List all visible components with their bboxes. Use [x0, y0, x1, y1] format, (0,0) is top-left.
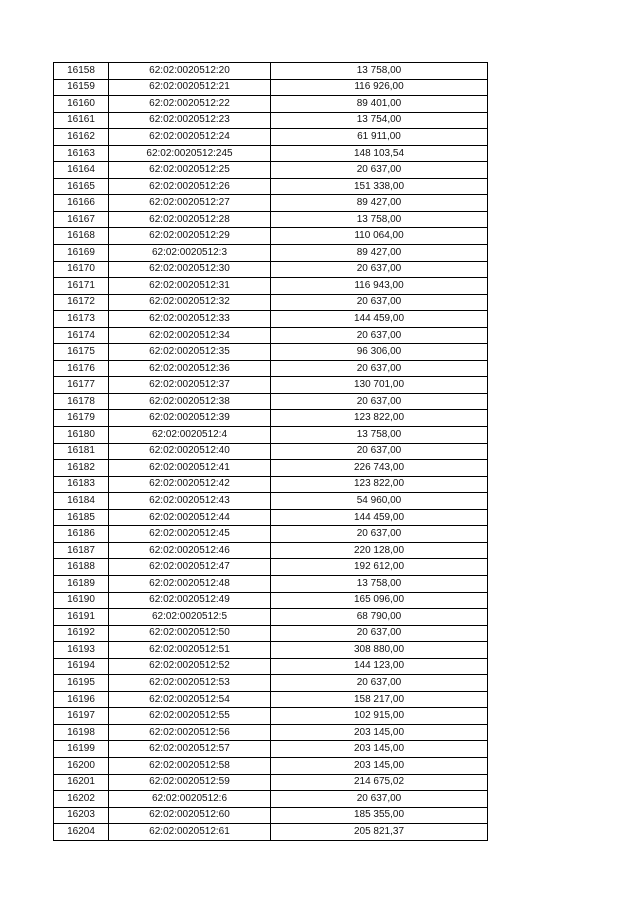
value-cell: 165 096,00 [271, 592, 488, 609]
table-row [54, 741, 488, 758]
row-number-cell: 16167 [54, 211, 109, 228]
table-row [54, 658, 488, 675]
row-number-cell: 16188 [54, 559, 109, 576]
table-row [54, 625, 488, 642]
row-number-cell: 16186 [54, 526, 109, 543]
value-cell: 205 821,37 [271, 824, 488, 841]
value-cell: 185 355,00 [271, 807, 488, 824]
value-cell: 20 637,00 [271, 294, 488, 311]
cadastral-number-cell: 62:02:0020512:61 [109, 824, 271, 841]
row-number-cell: 16180 [54, 427, 109, 444]
row-number-cell: 16161 [54, 112, 109, 129]
value-cell: 308 880,00 [271, 642, 488, 659]
value-cell: 13 754,00 [271, 112, 488, 129]
value-cell: 203 145,00 [271, 741, 488, 758]
cadastral-number-cell: 62:02:0020512:52 [109, 658, 271, 675]
row-number-cell: 16181 [54, 443, 109, 460]
cadastral-number-cell: 62:02:0020512:60 [109, 807, 271, 824]
value-cell: 102 915,00 [271, 708, 488, 725]
value-cell: 89 427,00 [271, 245, 488, 262]
table-row [54, 410, 488, 427]
table-row [54, 708, 488, 725]
row-number-cell: 16204 [54, 824, 109, 841]
cadastral-number-cell: 62:02:0020512:31 [109, 278, 271, 295]
cadastral-number-cell: 62:02:0020512:26 [109, 178, 271, 195]
row-number-cell: 16176 [54, 360, 109, 377]
cadastral-number-cell: 62:02:0020512:30 [109, 261, 271, 278]
value-cell: 123 822,00 [271, 476, 488, 493]
row-number-cell: 16158 [54, 63, 109, 80]
row-number-cell: 16173 [54, 311, 109, 328]
table-row [54, 691, 488, 708]
value-cell: 203 145,00 [271, 724, 488, 741]
value-cell: 226 743,00 [271, 460, 488, 477]
value-cell: 144 123,00 [271, 658, 488, 675]
value-cell: 13 758,00 [271, 575, 488, 592]
value-cell: 130 701,00 [271, 377, 488, 394]
row-number-cell: 16169 [54, 245, 109, 262]
table-row [54, 509, 488, 526]
table-row [54, 824, 488, 841]
row-number-cell: 16174 [54, 327, 109, 344]
table-row [54, 245, 488, 262]
cadastral-number-cell: 62:02:0020512:48 [109, 575, 271, 592]
table-row [54, 493, 488, 510]
value-cell: 116 943,00 [271, 278, 488, 295]
cadastral-number-cell: 62:02:0020512:24 [109, 129, 271, 146]
cadastral-number-cell: 62:02:0020512:5 [109, 609, 271, 626]
table-row [54, 559, 488, 576]
cadastral-number-cell: 62:02:0020512:44 [109, 509, 271, 526]
row-number-cell: 16182 [54, 460, 109, 477]
row-number-cell: 16190 [54, 592, 109, 609]
row-number-cell: 16168 [54, 228, 109, 245]
row-number-cell: 16171 [54, 278, 109, 295]
value-cell: 20 637,00 [271, 443, 488, 460]
cadastral-number-cell: 62:02:0020512:59 [109, 774, 271, 791]
row-number-cell: 16175 [54, 344, 109, 361]
cadastral-number-cell: 62:02:0020512:56 [109, 724, 271, 741]
value-cell: 20 637,00 [271, 625, 488, 642]
value-cell: 148 103,54 [271, 145, 488, 162]
value-cell: 54 960,00 [271, 493, 488, 510]
cadastral-number-cell: 62:02:0020512:41 [109, 460, 271, 477]
table-row [54, 178, 488, 195]
row-number-cell: 16192 [54, 625, 109, 642]
table-row [54, 460, 488, 477]
value-cell: 123 822,00 [271, 410, 488, 427]
cadastral-number-cell: 62:02:0020512:46 [109, 542, 271, 559]
table-row [54, 228, 488, 245]
value-cell: 158 217,00 [271, 691, 488, 708]
value-cell: 110 064,00 [271, 228, 488, 245]
row-number-cell: 16177 [54, 377, 109, 394]
cadastral-number-cell: 62:02:0020512:49 [109, 592, 271, 609]
cadastral-number-cell: 62:02:0020512:20 [109, 63, 271, 80]
cadastral-number-cell: 62:02:0020512:22 [109, 96, 271, 113]
value-cell: 20 637,00 [271, 162, 488, 179]
value-cell: 89 427,00 [271, 195, 488, 212]
cadastral-number-cell: 62:02:0020512:6 [109, 791, 271, 808]
cadastral-number-cell: 62:02:0020512:58 [109, 757, 271, 774]
row-number-cell: 16189 [54, 575, 109, 592]
value-cell: 20 637,00 [271, 791, 488, 808]
table-row [54, 112, 488, 129]
cadastral-number-cell: 62:02:0020512:3 [109, 245, 271, 262]
table-row [54, 575, 488, 592]
table-row [54, 724, 488, 741]
table-row [54, 327, 488, 344]
cadastral-number-cell: 62:02:0020512:42 [109, 476, 271, 493]
row-number-cell: 16164 [54, 162, 109, 179]
row-number-cell: 16159 [54, 79, 109, 96]
table-row [54, 393, 488, 410]
row-number-cell: 16191 [54, 609, 109, 626]
value-cell: 116 926,00 [271, 79, 488, 96]
row-number-cell: 16198 [54, 724, 109, 741]
table-row [54, 79, 488, 96]
table-row [54, 360, 488, 377]
table-row [54, 592, 488, 609]
value-cell: 20 637,00 [271, 327, 488, 344]
row-number-cell: 16201 [54, 774, 109, 791]
value-cell: 20 637,00 [271, 360, 488, 377]
row-number-cell: 16179 [54, 410, 109, 427]
table-body [54, 63, 488, 841]
table-row [54, 476, 488, 493]
table-row [54, 526, 488, 543]
table-row [54, 774, 488, 791]
cadastral-number-cell: 62:02:0020512:32 [109, 294, 271, 311]
table-row [54, 96, 488, 113]
cadastral-number-cell: 62:02:0020512:53 [109, 675, 271, 692]
cadastral-number-cell: 62:02:0020512:28 [109, 211, 271, 228]
table-row [54, 675, 488, 692]
value-cell: 144 459,00 [271, 509, 488, 526]
row-number-cell: 16197 [54, 708, 109, 725]
cadastral-number-cell: 62:02:0020512:39 [109, 410, 271, 427]
cadastral-number-cell: 62:02:0020512:37 [109, 377, 271, 394]
value-cell: 203 145,00 [271, 757, 488, 774]
value-cell: 89 401,00 [271, 96, 488, 113]
value-cell: 144 459,00 [271, 311, 488, 328]
value-cell: 192 612,00 [271, 559, 488, 576]
row-number-cell: 16199 [54, 741, 109, 758]
cadastral-number-cell: 62:02:0020512:29 [109, 228, 271, 245]
value-cell: 96 306,00 [271, 344, 488, 361]
table-row [54, 278, 488, 295]
cadastral-number-cell: 62:02:0020512:34 [109, 327, 271, 344]
row-number-cell: 16183 [54, 476, 109, 493]
value-cell: 13 758,00 [271, 427, 488, 444]
cadastral-number-cell: 62:02:0020512:43 [109, 493, 271, 510]
cadastral-number-cell: 62:02:0020512:54 [109, 691, 271, 708]
value-cell: 20 637,00 [271, 526, 488, 543]
cadastral-number-cell: 62:02:0020512:245 [109, 145, 271, 162]
value-cell: 20 637,00 [271, 261, 488, 278]
value-cell: 68 790,00 [271, 609, 488, 626]
cadastral-number-cell: 62:02:0020512:50 [109, 625, 271, 642]
row-number-cell: 16195 [54, 675, 109, 692]
cadastral-number-cell: 62:02:0020512:27 [109, 195, 271, 212]
row-number-cell: 16203 [54, 807, 109, 824]
row-number-cell: 16178 [54, 393, 109, 410]
table-row [54, 344, 488, 361]
table-row [54, 63, 488, 80]
cadastral-number-cell: 62:02:0020512:36 [109, 360, 271, 377]
cadastral-number-cell: 62:02:0020512:55 [109, 708, 271, 725]
table-row [54, 642, 488, 659]
value-cell: 151 338,00 [271, 178, 488, 195]
row-number-cell: 16193 [54, 642, 109, 659]
value-cell: 20 637,00 [271, 675, 488, 692]
table-row [54, 807, 488, 824]
value-cell: 20 637,00 [271, 393, 488, 410]
table-row [54, 757, 488, 774]
row-number-cell: 16194 [54, 658, 109, 675]
cadastral-number-cell: 62:02:0020512:35 [109, 344, 271, 361]
cadastral-value-table [53, 62, 488, 841]
table-row [54, 129, 488, 146]
table-row [54, 294, 488, 311]
table-row [54, 145, 488, 162]
table-row [54, 211, 488, 228]
row-number-cell: 16165 [54, 178, 109, 195]
cadastral-number-cell: 62:02:0020512:38 [109, 393, 271, 410]
row-number-cell: 16187 [54, 542, 109, 559]
table-row [54, 542, 488, 559]
cadastral-number-cell: 62:02:0020512:21 [109, 79, 271, 96]
table-row [54, 791, 488, 808]
row-number-cell: 16162 [54, 129, 109, 146]
row-number-cell: 16172 [54, 294, 109, 311]
table-row [54, 609, 488, 626]
value-cell: 13 758,00 [271, 63, 488, 80]
row-number-cell: 16170 [54, 261, 109, 278]
row-number-cell: 16160 [54, 96, 109, 113]
table-row [54, 377, 488, 394]
row-number-cell: 16185 [54, 509, 109, 526]
cadastral-number-cell: 62:02:0020512:51 [109, 642, 271, 659]
table-row [54, 261, 488, 278]
value-cell: 61 911,00 [271, 129, 488, 146]
cadastral-number-cell: 62:02:0020512:45 [109, 526, 271, 543]
cadastral-number-cell: 62:02:0020512:33 [109, 311, 271, 328]
row-number-cell: 16196 [54, 691, 109, 708]
table-row [54, 162, 488, 179]
cadastral-number-cell: 62:02:0020512:25 [109, 162, 271, 179]
row-number-cell: 16166 [54, 195, 109, 212]
cadastral-number-cell: 62:02:0020512:57 [109, 741, 271, 758]
table-row [54, 311, 488, 328]
table-row [54, 427, 488, 444]
value-cell: 13 758,00 [271, 211, 488, 228]
row-number-cell: 16184 [54, 493, 109, 510]
row-number-cell: 16200 [54, 757, 109, 774]
cadastral-number-cell: 62:02:0020512:47 [109, 559, 271, 576]
row-number-cell: 16163 [54, 145, 109, 162]
value-cell: 220 128,00 [271, 542, 488, 559]
cadastral-number-cell: 62:02:0020512:23 [109, 112, 271, 129]
table-row [54, 195, 488, 212]
value-cell: 214 675,02 [271, 774, 488, 791]
cadastral-number-cell: 62:02:0020512:4 [109, 427, 271, 444]
cadastral-number-cell: 62:02:0020512:40 [109, 443, 271, 460]
table-row [54, 443, 488, 460]
row-number-cell: 16202 [54, 791, 109, 808]
